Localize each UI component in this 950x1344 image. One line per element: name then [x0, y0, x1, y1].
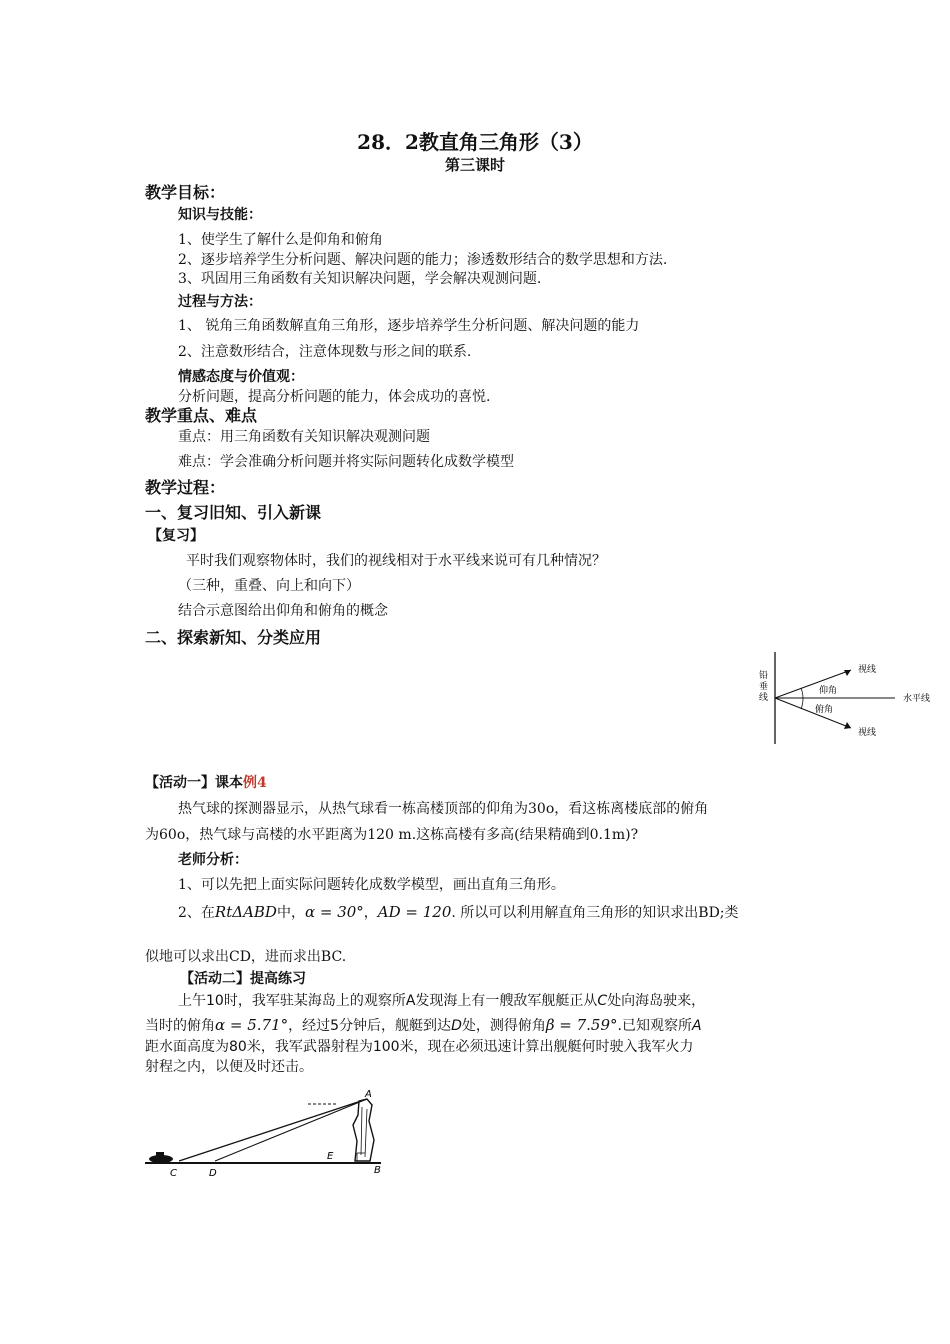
process-item: 2、注意数形结合，注意体现数与形之间的联系. — [178, 344, 472, 360]
point-label-b: B — [374, 1165, 381, 1176]
depression-arc — [801, 698, 803, 709]
sight-line-ac — [179, 1099, 367, 1161]
process-item: 1、 锐角三角函数解直角三角形，逐步培养学生分析问题、解决问题的能力 — [178, 318, 640, 334]
review-tag: 【复习】 — [148, 528, 204, 544]
emotion-text: 分析问题，提高分析问题的能力，体会成功的喜悦. — [178, 389, 491, 405]
math-alpha: α = 30° — [304, 903, 364, 921]
angle-diagram — [755, 652, 945, 748]
math-ad: AD = 120 — [377, 903, 452, 921]
analysis-line: 似地可以求出CD，进而求出BC. — [145, 949, 347, 965]
vertical-label-char: 线 — [759, 693, 769, 703]
goals-heading: 教学目标： — [145, 183, 226, 202]
point-label-e: E — [327, 1151, 334, 1162]
vertical-label-char: 垂 — [759, 682, 769, 692]
elevation-arc — [801, 688, 803, 698]
activity2-line: 上午10时，我军驻某海岛上的观察所A发现海上有一艘敌军舰艇正从C处向海岛驶来， — [178, 993, 706, 1009]
activity1-problem: 为60o，热气球与高楼的水平距离为120 m.这栋高楼有多高(结果精确到0.1m)? — [145, 827, 639, 843]
point-label-a: A — [365, 1089, 372, 1100]
point-label-d: D — [209, 1168, 217, 1179]
knowledge-item: 1、使学生了解什么是仰角和俯角 — [178, 232, 383, 248]
ship-diagram — [143, 1085, 388, 1180]
sight-line-ad — [215, 1099, 367, 1161]
example-link: 例4 — [243, 775, 267, 791]
math-beta: β = 7.59° — [545, 1016, 618, 1034]
emotion-heading: 情感态度与价值观： — [178, 369, 304, 385]
depression-label: 俯角 — [815, 705, 834, 715]
analysis-line: 1、可以先把上面实际问题转化成数学模型，画出直角三角形。 — [178, 877, 565, 893]
analysis-heading: 老师分析： — [178, 852, 248, 868]
activity1-heading: 【活动一】课本例4 — [145, 775, 267, 791]
vertical-label-char: 铅 — [759, 671, 769, 681]
activity2-line: 距水面高度为80米，我军武器射程为100米，现在必须迅速计算出舰艇何时驶入我军火力 — [145, 1039, 694, 1055]
analysis-line: 2、在RtΔABD中，α = 30°，AD = 120. 所以可以利用解直角三角形的知识求出BD;类 — [178, 903, 739, 921]
knowledge-heading: 知识与技能： — [178, 207, 262, 223]
activity2-heading: 【活动二】提高练习 — [180, 971, 306, 987]
review-line: 结合示意图给出仰角和俯角的概念 — [178, 603, 388, 619]
process-section-heading: 教学过程： — [145, 478, 226, 497]
page-title: 28．2教直角三角形（3） — [357, 130, 593, 154]
activity1-problem: 热气球的探测器显示，从热气球看一栋高楼顶部的仰角为30o，看这栋离楼底部的俯角 — [178, 801, 709, 817]
review-line: 平时我们观察物体时，我们的视线相对于水平线来说可有几种情况？ — [186, 553, 606, 569]
arrow-up — [844, 670, 851, 676]
difficulty-text: 难点：学会准确分析问题并将实际问题转化成数学模型 — [178, 454, 514, 470]
elevation-label: 仰角 — [819, 686, 838, 696]
ship-icon-tower — [156, 1152, 164, 1157]
review-line: （三种，重叠、向上和向下） — [178, 578, 360, 594]
sight-label-top: 视线 — [858, 665, 877, 675]
sight-line-up — [775, 670, 851, 698]
horizontal-label: 水平线 — [903, 694, 931, 704]
process-heading: 过程与方法： — [178, 294, 262, 310]
part2-heading: 二、探索新知、分类应用 — [145, 628, 322, 647]
island-cliff — [353, 1099, 374, 1161]
focus-text: 重点：用三角函数有关知识解决观测问题 — [178, 429, 430, 445]
sight-line-down — [775, 698, 851, 728]
point-label-c: C — [170, 1168, 177, 1179]
part1-heading: 一、复习旧知、引入新课 — [145, 503, 322, 522]
keypoints-heading: 教学重点、难点 — [145, 406, 258, 425]
cliff-detail — [361, 1107, 362, 1155]
activity2-line: 当时的俯角α = 5.71°，经过5分钟后，舰艇到达D处，测得俯角β = 7.59°.已知观察所A — [145, 1016, 702, 1034]
activity2-line: 射程之内，以便及时还击。 — [145, 1059, 313, 1075]
knowledge-item: 2、逐步培养学生分析问题、解决问题的能力；渗透数形结合的数学思想和方法. — [178, 252, 668, 268]
sight-label-bottom: 视线 — [858, 728, 877, 738]
math-triangle: RtΔABD — [214, 903, 277, 921]
math-alpha2: α = 5.71° — [215, 1016, 289, 1034]
page-subtitle: 第三课时 — [444, 156, 505, 174]
knowledge-item: 3、巩固用三角函数有关知识解决问题，学会解决观测问题. — [178, 271, 542, 287]
cliff-detail — [365, 1109, 367, 1157]
